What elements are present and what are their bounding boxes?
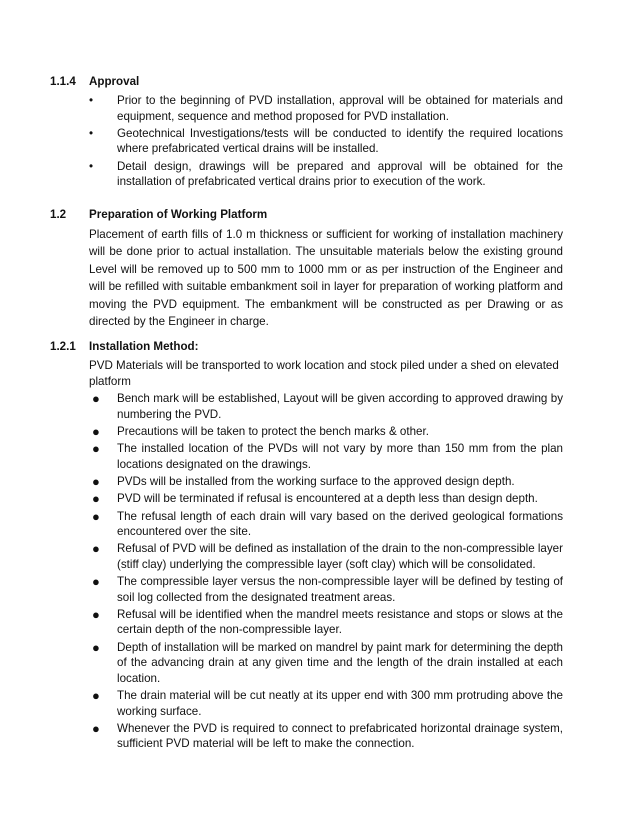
section-title: Approval bbox=[89, 75, 140, 88]
list-item bbox=[0, 640, 638, 687]
bullet-icon: ● bbox=[92, 720, 100, 736]
list-item-text: Refusal will be identified when the mandrel meets resistance and stops or slows at the certain depth of the non-compressible layer. bbox=[117, 607, 563, 637]
list-item-text: Bench mark will be established, Layout will be given according to approved drawing by numbering the PVD. bbox=[117, 392, 563, 421]
section-heading bbox=[0, 75, 638, 93]
section-title: Installation Method: bbox=[89, 340, 199, 353]
bullet-icon: • bbox=[89, 159, 94, 173]
list-item bbox=[0, 126, 638, 157]
bullet-icon: ● bbox=[92, 508, 100, 524]
section-intro: PVD Materials will be transported to work location and stock piled under a shed on elevated platform bbox=[89, 359, 559, 389]
list-item bbox=[0, 574, 638, 605]
section-number: 1.1.4 bbox=[50, 75, 76, 88]
section-body: Placement of earth fills of 1.0 m thickness or sufficient for working of installation machinery will be done prior to actual installation. The unsuitable materials below the existing ground Level will be removed up to 500 mm to 1000 mm or as per instruction of the Engineer and will be refilled with suitable embankment soil in layer for preparation of working platform and moving the PVD equipment. The embankment will be constructed as per Drawing or as directed by the Engineer in charge. bbox=[89, 228, 563, 329]
list-item-text: Precautions will be taken to protect the bench marks & other. bbox=[117, 425, 429, 439]
bullet-icon: ● bbox=[92, 441, 100, 457]
section-heading bbox=[0, 340, 638, 358]
list-item bbox=[0, 688, 638, 719]
bullet-icon: • bbox=[89, 94, 94, 107]
list-item-text: Refusal of PVD will be defined as installation of the drain to the non-compressible layer (stiff clay) underlying the compressible layer (soft clay) which will be consolidated. bbox=[117, 542, 563, 571]
list-item bbox=[0, 541, 638, 572]
list-item bbox=[0, 607, 638, 638]
section-number: 1.2.1 bbox=[50, 340, 76, 353]
list-item bbox=[0, 441, 638, 472]
list-item bbox=[0, 159, 638, 190]
list-item bbox=[0, 491, 638, 507]
section-heading bbox=[0, 208, 638, 226]
bullet-icon: ● bbox=[92, 639, 100, 655]
list-item-text: The refusal length of each drain will vary based on the derived geological formations encountered over the site. bbox=[117, 509, 563, 539]
bullet-list bbox=[0, 391, 638, 752]
bullet-icon: ● bbox=[92, 688, 100, 704]
list-item-text: PVDs will be installed from the working surface to the approved design depth. bbox=[117, 475, 515, 489]
list-item bbox=[0, 474, 638, 490]
list-item bbox=[0, 391, 638, 422]
list-item-text: Geotechnical Investigations/tests will be conducted to identify the required locations where prefabricated vertical drains will be installed. bbox=[117, 126, 563, 156]
bullet-list bbox=[0, 93, 638, 190]
bullet-icon: ● bbox=[92, 541, 100, 557]
section-title: Preparation of Working Platform bbox=[89, 208, 268, 221]
section-installation-method bbox=[0, 340, 638, 754]
bullet-icon: ● bbox=[92, 491, 100, 507]
section-working-platform bbox=[0, 208, 638, 330]
list-item bbox=[0, 93, 638, 124]
list-item bbox=[0, 509, 638, 540]
bullet-icon: ● bbox=[92, 474, 100, 490]
list-item-text: The installed location of the PVDs will not vary by more than 150 mm from the plan locations designated on the drawings. bbox=[117, 442, 563, 471]
section-approval bbox=[0, 75, 638, 191]
list-item-text: Detail design, drawings will be prepared and approval will be obtained for the installation of prefabricated vertical drains prior to execution of the work. bbox=[117, 159, 563, 189]
section-number: 1.2 bbox=[50, 208, 67, 221]
bullet-icon: ● bbox=[92, 424, 100, 440]
list-item-text: Prior to the beginning of PVD installation, approval will be obtained for materials and equipment, sequence and method proposed for PVD installation. bbox=[117, 94, 563, 123]
bullet-icon: ● bbox=[92, 574, 100, 590]
list-item-text: Whenever the PVD is required to connect to prefabricated horizontal drainage system, sufficient PVD material will be left to make the connection. bbox=[117, 721, 563, 751]
bullet-icon: ● bbox=[92, 606, 100, 622]
bullet-icon: ● bbox=[92, 391, 100, 407]
list-item-text: Depth of installation will be marked on mandrel by paint mark for determining the depth of the advancing drain at any given time and the length of the drain installed at each location. bbox=[117, 640, 563, 685]
list-item-text: PVD will be terminated if refusal is encountered at a depth less than design depth. bbox=[117, 492, 538, 506]
list-item bbox=[0, 721, 638, 752]
list-item-text: The drain material will be cut neatly at its upper end with 300 mm protruding above the working surface. bbox=[117, 689, 563, 718]
bullet-icon: • bbox=[89, 126, 94, 140]
list-item bbox=[0, 424, 638, 440]
list-item-text: The compressible layer versus the non-compressible layer will be defined by testing of soil log collected from the designated treatment areas. bbox=[117, 575, 563, 604]
